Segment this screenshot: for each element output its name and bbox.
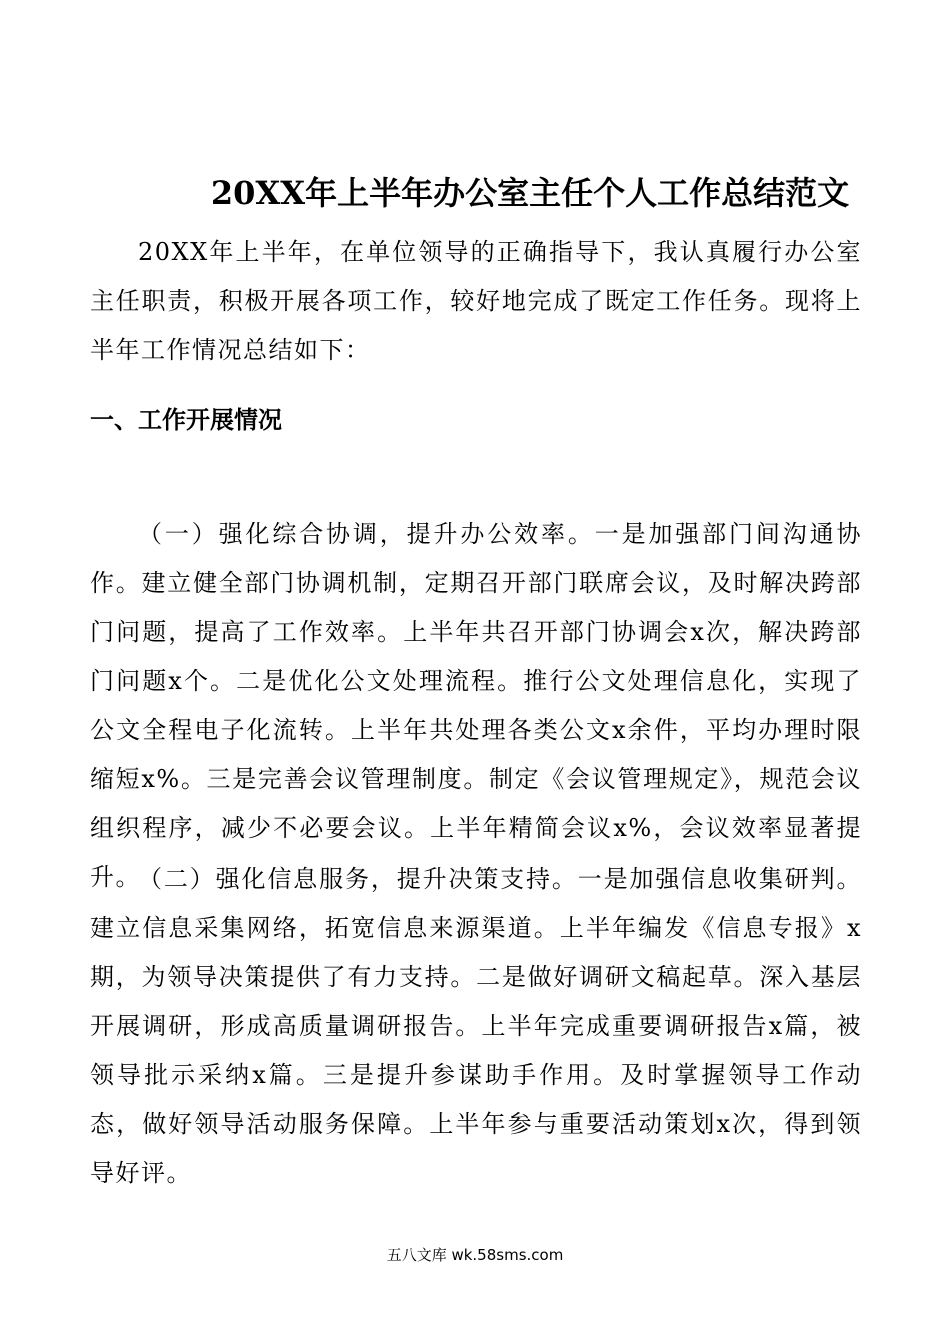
section-heading: 一、工作开展情况 <box>90 406 282 434</box>
body-paragraph-2: （二）强化信息服务，提升决策支持。一是加强信息收集研判。建立信息采集网络，拓宽信息来源渠道。上半年编发《信息专报》x期，为领导决策提供了有力支持。二是做好调研文稿起草。深入基层开展调研，形成高质量调研报告。上半年完成重要调研报告x篇，被领导批示采纳x篇。三是提升参谋助手作用。及时掌握领导工作动态，做好领导活动服务保障。上半年参与重要活动策划x次，得到领导好评。 <box>90 865 862 1187</box>
document-title: 20XX年上半年办公室主任个人工作总结范文 <box>210 174 850 213</box>
intro-paragraph: 20XX年上半年，在单位领导的正确指导下，我认真履行办公室主任职责，积极开展各项工作，较好地完成了既定工作任务。现将上半年工作情况总结如下： <box>90 238 862 364</box>
body-paragraph-1: （一）强化综合协调，提升办公效率。一是加强部门间沟通协作。建立健全部门协调机制，定期召开部门联席会议，及时解决跨部门问题，提高了工作效率。上半年共召开部门协调会x次，解决跨部门问题x个。二是优化公文处理流程。推行公文处理信息化，实现了公文全程电子化流转。上半年共处理各类公文x余件，平均办理时限缩短x%。三是完善会议管理制度。制定《会议管理规定》，规范会议组织程序，减少不必要会议。上半年精简会议x%，会议效率显著提升。 <box>90 520 862 891</box>
footer-watermark: 五八文库 wk.58sms.com <box>386 1246 564 1264</box>
